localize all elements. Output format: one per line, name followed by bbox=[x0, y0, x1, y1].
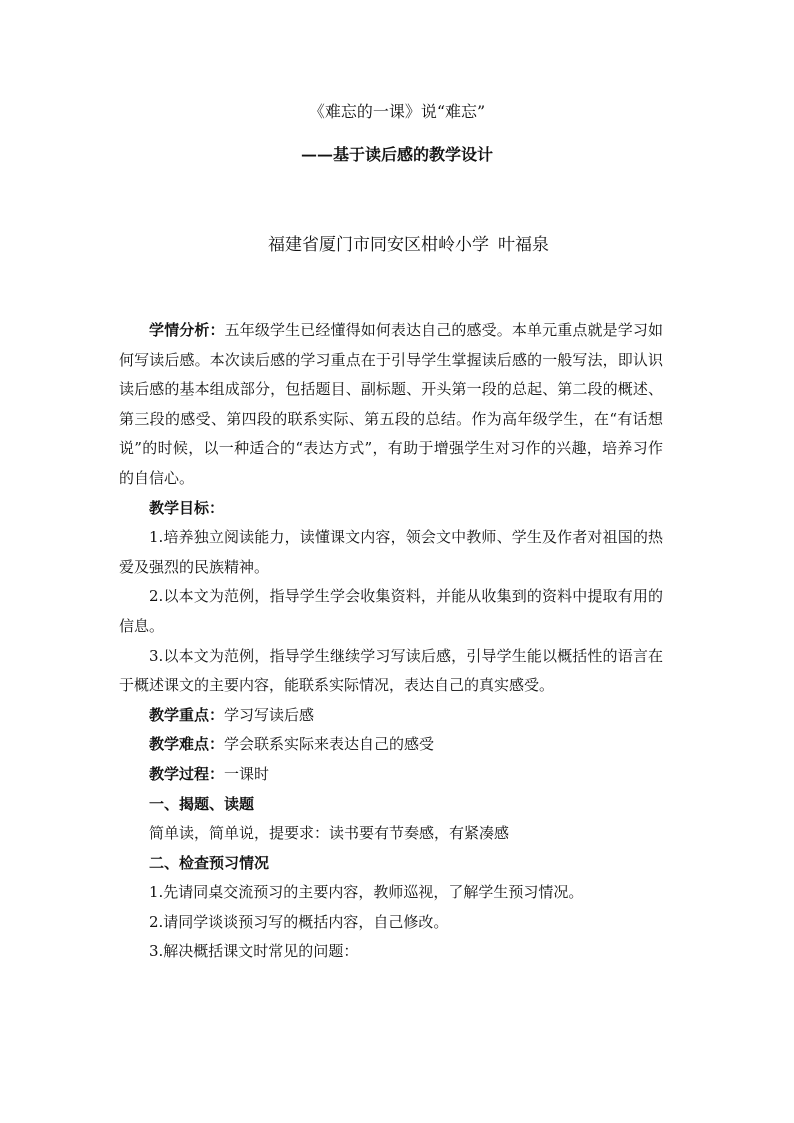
author-school: 福建省厦门市同安区柑岭小学 bbox=[268, 235, 489, 255]
author-name: 叶福泉 bbox=[498, 235, 549, 255]
key-point-line bbox=[119, 701, 663, 731]
process-text: 一课时 bbox=[224, 764, 270, 783]
step2-item: 3.解决概括课文时常见的问题： bbox=[149, 942, 359, 961]
analysis-text: 五年级学生已经懂得如何表达自己的感受。本单元重点就是学习如何写读后感。本次读后感的学习重点在于引导学生掌握读后感的一般写法，即认识读后感的基本组成部分，包括题目、副标题、开头第一段的总起、第二段的概述、第三段的感受、第四段的联系实际、第五段的总结。作为高年级学生，在“有话想说”的时候，以一种适合的“表达方式”，有助于增强学生对习作的兴趣，培养习作的自信心。 bbox=[119, 321, 663, 487]
document-subtitle: ——基于读后感的教学设计 bbox=[300, 145, 493, 164]
process-line bbox=[119, 760, 663, 790]
step1-heading: 一、揭题、读题 bbox=[149, 794, 255, 813]
analysis-paragraph bbox=[119, 316, 663, 494]
process-label: 教学过程： bbox=[149, 764, 225, 783]
difficulty-text: 学会联系实际来表达自己的感受 bbox=[224, 735, 435, 754]
goals-label: 教学目标： bbox=[149, 498, 225, 517]
difficulty-line bbox=[119, 730, 663, 760]
goal-item: 2.以本文为范例，指导学生学会收集资料，并能从收集到的资料中提取有用的信息。 bbox=[119, 587, 663, 635]
step2-heading: 二、检查预习情况 bbox=[149, 853, 270, 872]
goal-item: 3.以本文为范例，指导学生继续学习写读后感，引导学生能以概括性的语言在于概述课文的主要内容，能联系实际情况，表达自己的真实感受。 bbox=[119, 646, 663, 695]
step2-item: 1.先请同桌交流预习的主要内容，教师巡视，了解学生预习情况。 bbox=[149, 883, 584, 902]
key-point-text: 学习写读后感 bbox=[224, 705, 315, 724]
analysis-label: 学情分析： bbox=[149, 321, 225, 339]
document-title: 《难忘的一课》说“难忘” bbox=[308, 102, 486, 121]
author-line bbox=[268, 232, 588, 258]
goal-item: 1.培养独立阅读能力，读懂课文内容，领会文中教师、学生及作者对祖国的热爱及强烈的民族精神。 bbox=[119, 528, 663, 576]
difficulty-label: 教学难点： bbox=[149, 735, 225, 754]
step2-item: 2.请同学谈谈预习写的概括内容，自己修改。 bbox=[149, 912, 449, 931]
document-body bbox=[119, 316, 663, 967]
key-point-label: 教学重点： bbox=[149, 705, 225, 724]
step1-text: 简单读，简单说，提要求：读书要有节奏感，有紧凑感 bbox=[149, 824, 510, 843]
